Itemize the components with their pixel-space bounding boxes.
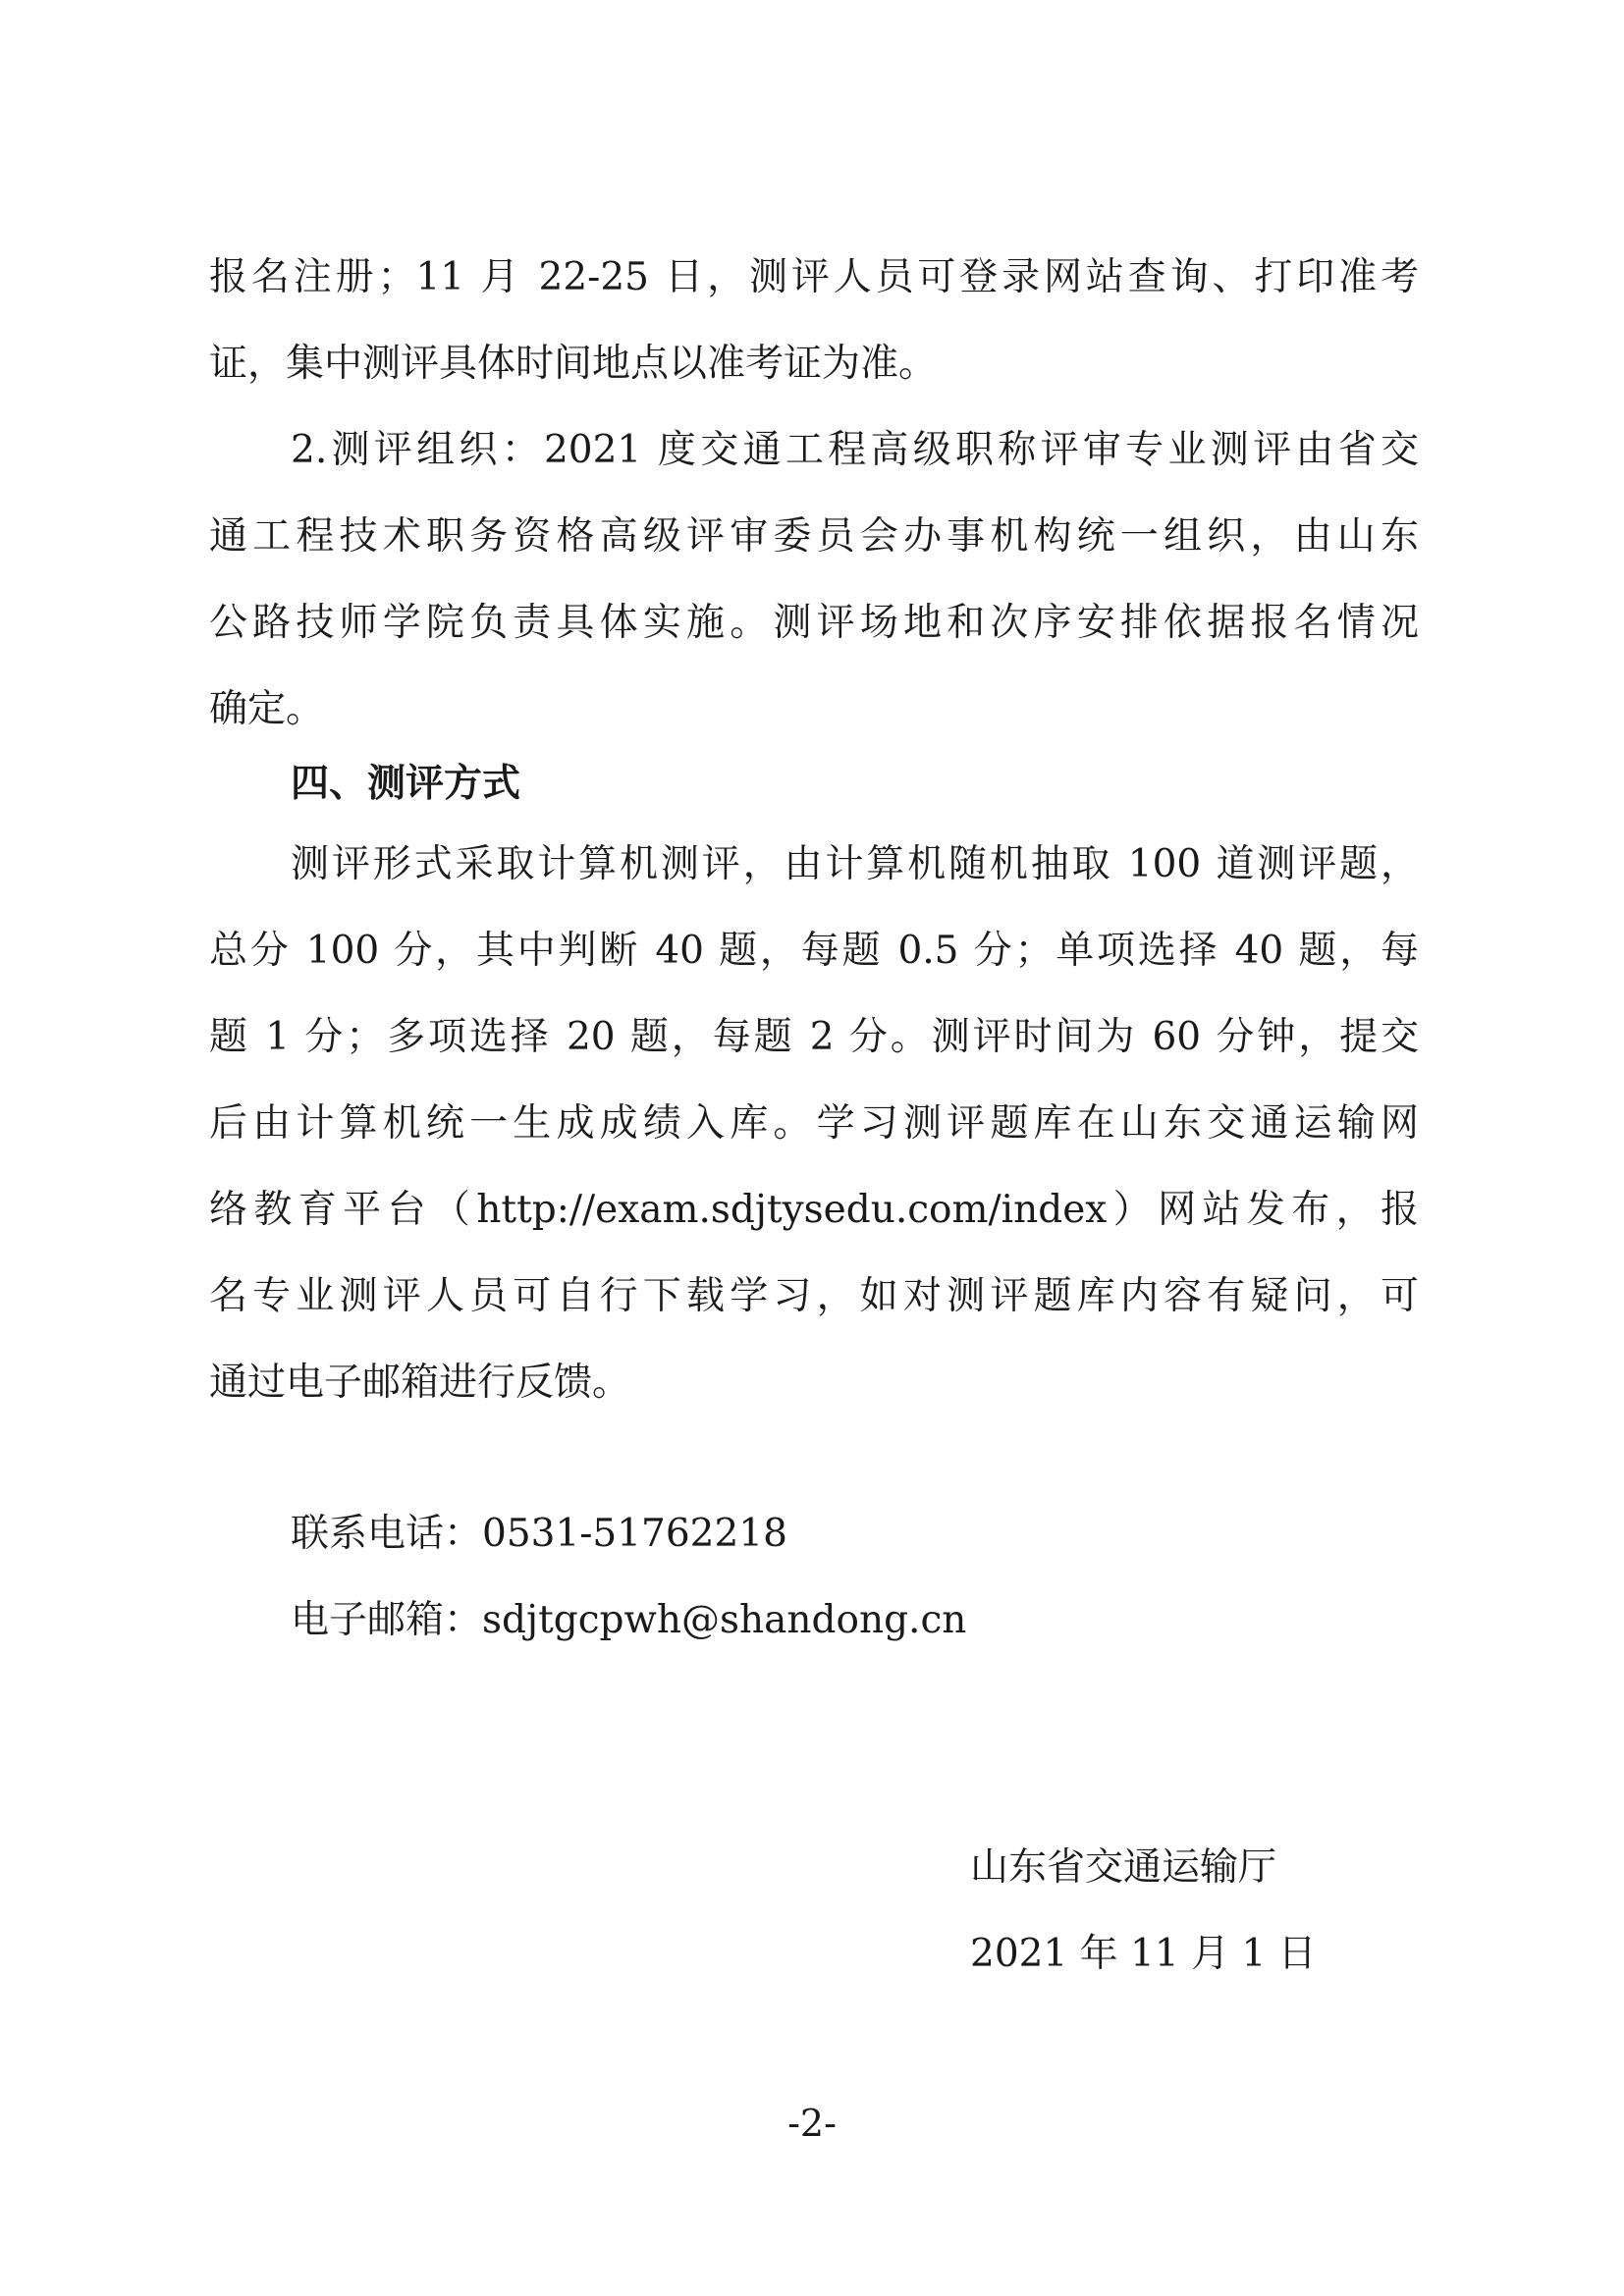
body-line: 名专业测评人员可自行下载学习，如对测评题库内容有疑问，可 — [209, 1274, 1419, 1318]
body-line: 总分 100 分，其中判断 40 题，每题 0.5 分；单项选择 40 题，每 — [209, 929, 1419, 973]
contact-phone: 联系电话：0531-51762218 — [291, 1512, 787, 1556]
issue-date: 2021 年 11 月 1 日 — [970, 1932, 1317, 1976]
body-line: 公路技师学院负责具体实施。测评场地和次序安排依据报名情况 — [209, 601, 1419, 645]
body-line: 后由计算机统一生成成绩入库。学习测评题库在山东交通运输网 — [209, 1101, 1419, 1146]
body-line: 通过电子邮箱进行反馈。 — [209, 1361, 631, 1405]
contact-email: 电子邮箱：sdjtgcpwh@shandong.cn — [291, 1598, 967, 1642]
body-line: 证，集中测评具体时间地点以准考证为准。 — [209, 342, 938, 386]
body-line: 确定。 — [209, 687, 325, 731]
body-line: 报名注册；11 月 22-25 日，测评人员可登录网站查询、打印准考 — [209, 255, 1419, 299]
section-heading: 四、测评方式 — [291, 762, 521, 806]
page-number: -2- — [787, 2102, 837, 2145]
body-line: 题 1 分；多项选择 20 题，每题 2 分。测评时间为 60 分钟，提交 — [209, 1015, 1419, 1059]
body-line: 测评形式采取计算机测评，由计算机随机抽取 100 道测评题， — [291, 842, 1419, 886]
body-line: 络教育平台（http://exam.sdjtysedu.com/index）网站发布，报 — [209, 1188, 1419, 1232]
issuing-organization: 山东省交通运输厅 — [970, 1845, 1277, 1890]
body-line: 2.测评组织：2021 度交通工程高级职称评审专业测评由省交 — [291, 428, 1419, 472]
body-line: 通工程技术职务资格高级评审委员会办事机构统一组织，由山东 — [209, 514, 1419, 559]
